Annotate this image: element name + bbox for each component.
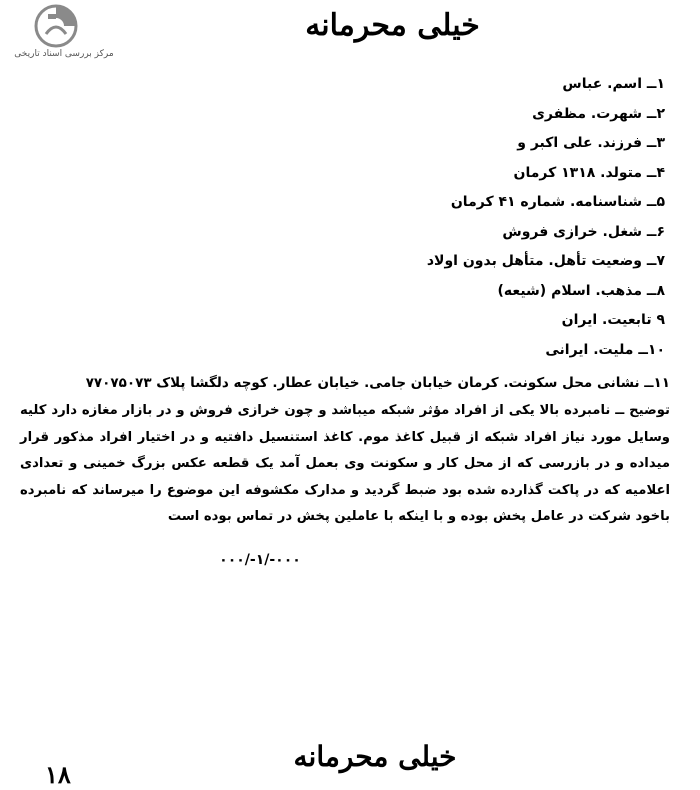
field-father: ۳ــ فرزند. علی اکبر و	[517, 135, 665, 151]
field-occupation: ۶ــ شغل. خرازی فروش	[502, 223, 665, 240]
field-surname: ۲ــ شهرت. مظفری	[532, 105, 665, 122]
field-id-card: ۵ــ شناسنامه. شماره ۴۱ کرمان	[450, 194, 665, 210]
explanation-paragraph: توضیح ــ نامبرده بالا یکی از افراد مؤثر شبکه میباشد و چون خرازی فروش و در بازار مغازه دارد کلیه وسایل مورد نیاز افراد شبکه از قبیل کاغذ موم. کاغذ استنسیل دافتیه و در اختیار افراد مذکور قرار میداده و در بازرسی که از محل کار و سکونت وی بعمل آمد یک قطعه عکس بزرگ خمینی و تعدادی اعلامیه که در پاکت گذارده شده بود ضبط گردید و مدارک مکشوفه این موضوع را میرساند که نامبرده باخود شرکت در عامل پخش بوده و با اینکه با عاملین پخش در تماس بوده است	[20, 403, 670, 524]
archive-logo	[4, 4, 124, 62]
field-name: ۱ــ اسم. عباس	[562, 76, 665, 92]
classification-footer: خیلی محرمانه	[293, 740, 457, 773]
personal-info-list	[245, 70, 665, 365]
archive-emblem-icon	[34, 4, 78, 48]
field-marital-status: ۷ــ وضعیت تأهل. متأهل بدون اولاد	[426, 253, 665, 269]
field-religion: ۸ــ مذهب. اسلام (شیعه)	[497, 282, 665, 299]
classification-header: خیلی محرمانه	[305, 8, 480, 43]
document-code: ۰۰۰/-۱/-۰۰۰	[219, 552, 301, 568]
logo-caption: مرکز بررسی اسناد تاریخی	[14, 49, 114, 59]
page-number: ۱۸	[45, 760, 71, 789]
field-address: ۱۱ــ نشانی محل سکونت. کرمان خیابان جامی. خیابان عطار. کوچه دلگشا پلاک ۷۷۰۷۵۰۷۳	[85, 375, 670, 391]
field-birth: ۴ــ متولد. ۱۳۱۸ کرمان	[513, 164, 665, 181]
field-citizenship: ۹ تابعیت. ایران	[561, 312, 665, 328]
field-nationality: ۱۰ــ ملیت. ایرانی	[545, 341, 665, 358]
